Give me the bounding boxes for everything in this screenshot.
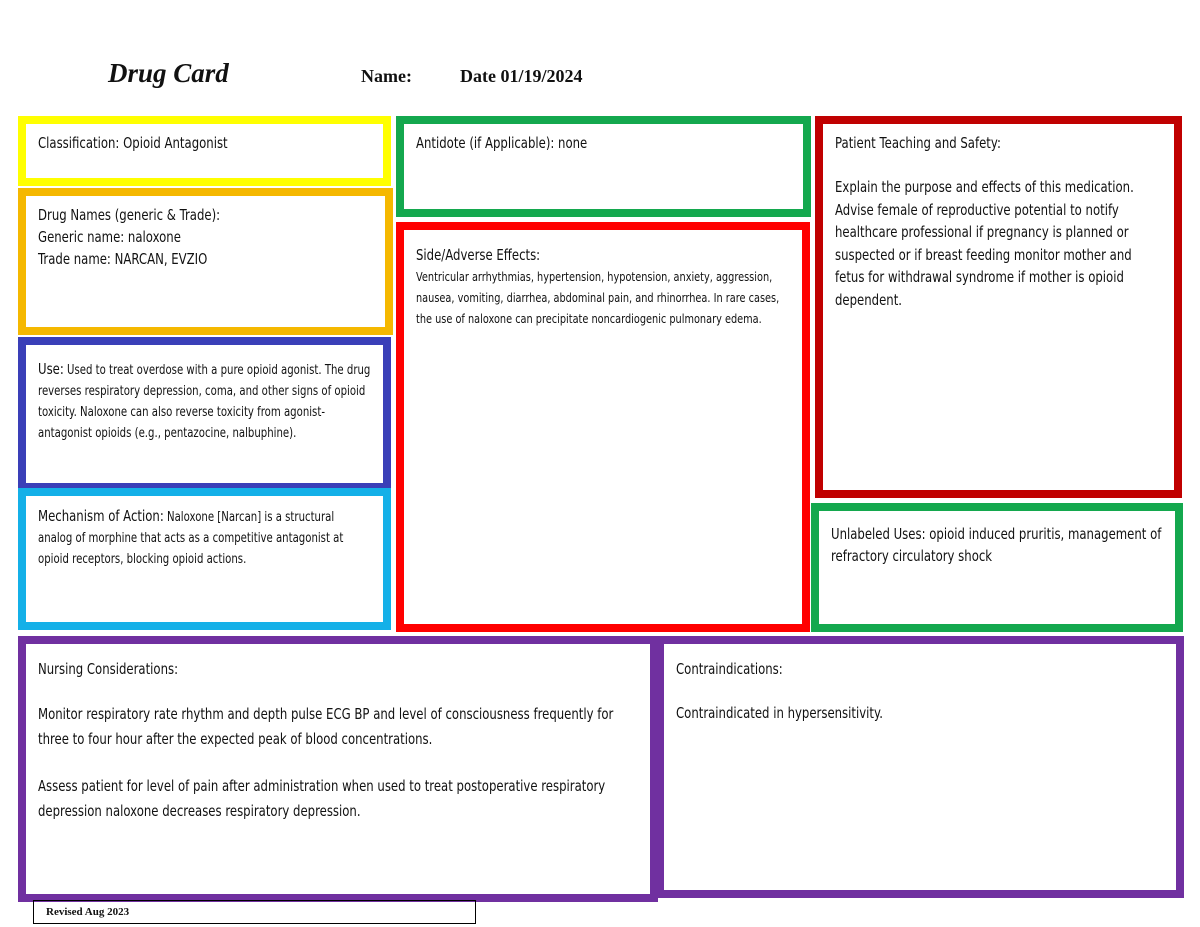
contraindications-text: Contraindicated in hypersensitivity.: [676, 704, 883, 722]
side-effects-box: [396, 222, 810, 632]
name-label: Name:: [361, 66, 412, 86]
classification-text: Classification: Opioid Antagonist: [38, 134, 228, 152]
nursing-paragraph-1: Monitor respiratory rate rhythm and depth pulse ECG BP and level of consciousness frequently for three to four hour after the expected peak of blood concentrations.: [38, 705, 614, 748]
use-text: Used to treat overdose with a pure opioid agonist. The drug reverses respiratory depression, coma, and other signs of opioid toxicity. Naloxone can also reverse toxicity from agonist-antagonist opioids (e.g., pentazocine, nalbuphine).: [38, 363, 371, 441]
drug-names-box: [18, 188, 393, 335]
patient-teaching-heading: Patient Teaching and Safety:: [835, 134, 1001, 152]
mechanism-label: Mechanism of Action:: [38, 507, 164, 525]
side-effects-heading: Side/Adverse Effects:: [416, 246, 541, 264]
contraindications-box: [656, 636, 1184, 898]
use-content: [38, 353, 370, 444]
revision-footer: Revised Aug 2023: [33, 900, 476, 924]
trade-name: Trade name: NARCAN, EVZIO: [38, 250, 208, 268]
nursing-paragraph-2: Assess patient for level of pain after administration when used to treat postoperative respiratory depression naloxone decreases respiratory depression.: [38, 777, 606, 820]
mechanism-box: [18, 488, 391, 630]
antidote-box: [396, 116, 811, 217]
generic-name: Generic name: naloxone: [38, 228, 181, 246]
page-title: Drug Card: [108, 58, 229, 88]
patient-teaching-box: [815, 116, 1182, 498]
drug-names-heading: Drug Names (generic & Trade):: [38, 206, 221, 224]
drug-names-content: [38, 204, 372, 270]
use-label: Use:: [38, 360, 64, 378]
patient-teaching-text: Explain the purpose and effects of this medication. Advise female of reproductive potential to notify healthcare professional if pregnancy is planned or suspected or if breast feeding monitor mother and fetus for withdrawal syndrome if mother is opioid dependent.: [835, 178, 1134, 309]
side-effects-text: Ventricular arrhythmias, hypertension, hypotension, anxiety, aggression, nausea, vomiting, diarrhea, abdominal pain, and rhinorrhea. In rare cases, the use of naloxone can precipitate noncardiogenic pulmonary edema.: [416, 269, 780, 326]
classification-box: [18, 116, 391, 186]
unlabeled-uses-box: [811, 503, 1183, 632]
date-label: Date 01/19/2024: [460, 66, 583, 86]
use-box: [18, 337, 391, 491]
nursing-considerations-box: [18, 636, 658, 902]
antidote-text: Antidote (if Applicable): none: [416, 134, 588, 152]
contraindications-heading: Contraindications:: [676, 660, 783, 678]
mechanism-content: [38, 504, 370, 570]
unlabeled-uses-text: Unlabeled Uses: opioid induced pruritis, management of refractory circulatory shock: [831, 525, 1162, 565]
nursing-heading: Nursing Considerations:: [38, 660, 179, 678]
mechanism-text: Naloxone [Narcan] is a structural analog of morphine that acts as a competitive antagonist at opioid receptors, blocking opioid actions.: [38, 510, 344, 567]
